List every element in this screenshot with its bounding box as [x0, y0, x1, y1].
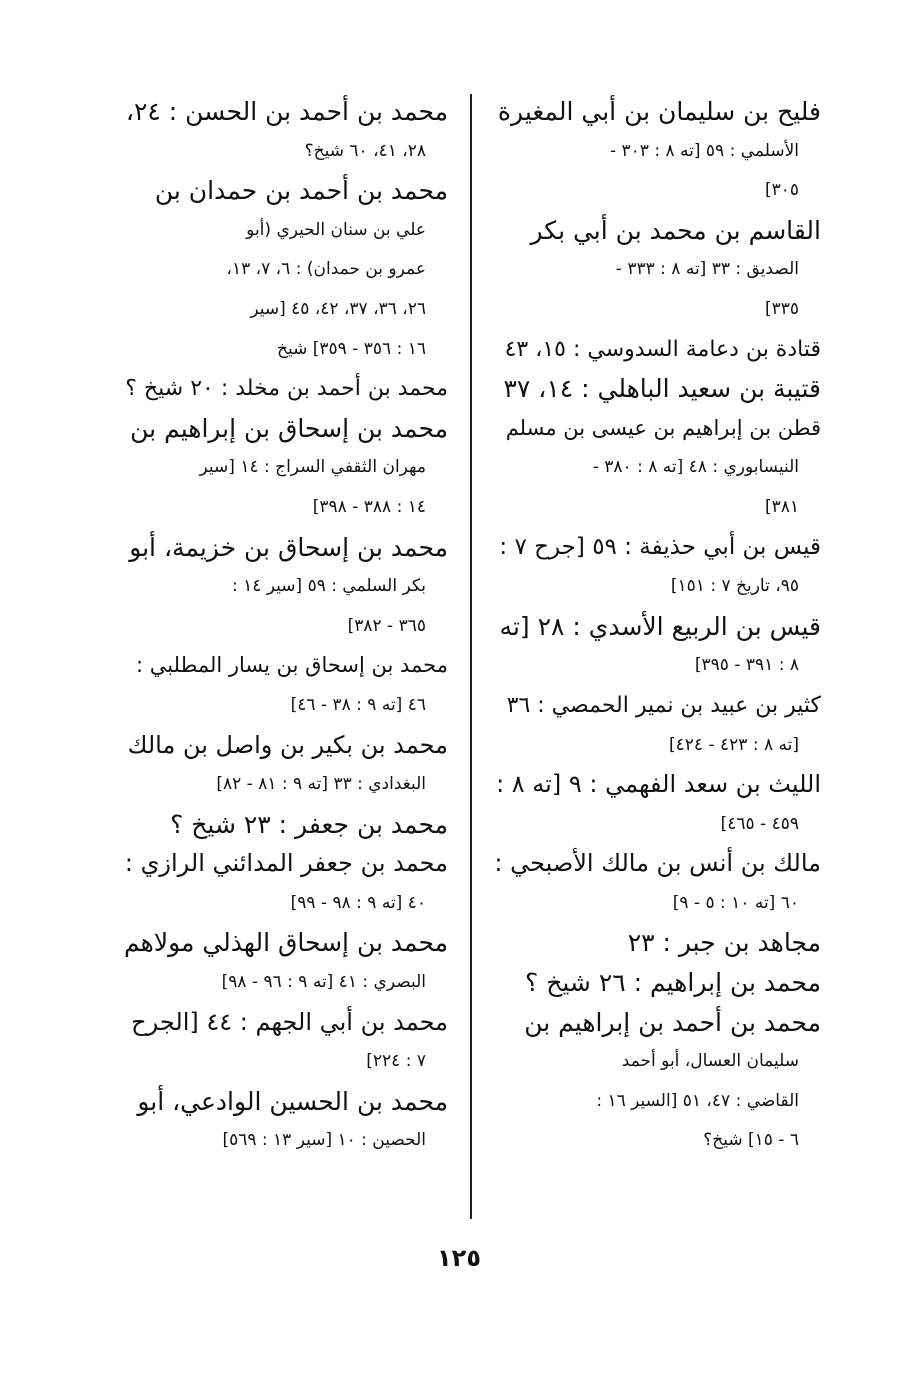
entry-line: ٦ - ١٥] شيخ؟ — [703, 1130, 799, 1151]
index-entry — [124, 528, 448, 647]
index-entry — [493, 369, 821, 409]
entry-line: قيس بن الربيع الأسدي : ٢٨ [ته — [499, 611, 821, 641]
page-number: ١٢٥ — [437, 1244, 481, 1272]
index-entry — [124, 844, 448, 923]
entry-line: ٣٣٥] — [764, 298, 799, 319]
index-entry — [124, 92, 448, 171]
entry-line: [ته ٨ : ٤٢٣ - ٤٢٤] — [669, 734, 799, 755]
index-entry — [124, 369, 448, 409]
entry-line: محمد بن إسحاق الهذلي مولاهم — [124, 928, 448, 958]
entry-line: ٩٥، تاريخ ٧ : ١٥١] — [670, 576, 799, 597]
entry-line: ٨ : ٣٩١ - ٣٩٥] — [694, 655, 799, 676]
entry-line: ٦٠ [ته ١٠ : ٥ - ٩] — [672, 892, 799, 913]
entry-line: بكر السلمي : ٥٩ [سير ١٤ : — [231, 576, 426, 597]
index-entry — [493, 528, 821, 607]
entry-line: عمرو بن حمدان) : ٦، ٧، ١٣، — [226, 259, 426, 280]
entry-line: الحصين : ١٠ [سير ١٣ : ٥٦٩] — [222, 1130, 426, 1151]
entry-line: مهران الثقفي السراج : ١٤ [سير — [199, 457, 426, 478]
entry-line: ٤٥٩ - ٤٦٥] — [720, 813, 799, 834]
entry-line: محمد بن أحمد بن حمدان بن — [154, 176, 448, 206]
index-entry — [124, 646, 448, 725]
entry-line: النيسابوري : ٤٨ [ته ٨ : ٣٨٠ - — [592, 457, 799, 478]
entry-line: محمد بن بكير بن واصل بن مالك — [127, 730, 448, 759]
entry-line: الأسلمي : ٥٩ [ته ٨ : ٣٠٣ - — [609, 140, 799, 161]
entry-line: فليح بن سليمان بن أبي المغيرة — [497, 97, 821, 126]
entry-line: الصديق : ٣٣ [ته ٨ : ٣٣٣ - — [615, 259, 799, 280]
index-entry — [493, 844, 821, 923]
entry-line: محمد بن أحمد بن إبراهيم بن — [524, 1007, 821, 1037]
entry-line: محمد بن أبي الجهم : ٤٤ [الجرح — [131, 1007, 448, 1036]
entry-line: محمد بن أحمد بن مخلد : ٢٠ شيخ ؟ — [125, 376, 448, 402]
entry-line: ٣٦٥ - ٣٨٢] — [347, 615, 426, 636]
index-entry — [493, 923, 821, 963]
entry-line: مجاهد بن جبر : ٢٣ — [627, 928, 821, 958]
entry-line: ٧ : ٢٢٤] — [366, 1051, 426, 1072]
index-entry — [124, 923, 448, 1002]
index-entry — [493, 607, 821, 686]
entry-line: ٣٨١] — [764, 496, 799, 517]
entry-line: محمد بن إسحاق بن يسار المطلبي : — [136, 653, 448, 678]
entry-line: سليمان العسال، أبو أحمد — [621, 1051, 799, 1072]
index-entry — [493, 92, 821, 211]
index-entry — [493, 963, 821, 1003]
entry-line: البصري : ٤١ [ته ٩ : ٩٦ - ٩٨] — [221, 972, 426, 993]
entry-line: ٢٨، ٤١، ٦٠ شيخ؟ — [304, 140, 426, 161]
index-entry — [124, 805, 448, 845]
entry-line: محمد بن جعفر : ٢٣ شيخ ؟ — [170, 809, 448, 839]
entry-line: ١٤ : ٣٨٨ - ٣٩٨] — [312, 496, 426, 517]
index-entry — [493, 686, 821, 765]
entry-line: محمد بن جعفر المدائني الرازي : — [124, 849, 448, 878]
entry-line: محمد بن أحمد بن الحسن : ٢٤، — [125, 97, 448, 126]
entry-line: ٢٦، ٣٦، ٣٧، ٤٢، ٤٥ [سير — [250, 298, 426, 319]
entry-line: كثير بن عبيد بن نمير الحمصي : ٣٦ — [506, 692, 821, 718]
entry-line: قيس بن أبي حذيفة : ٥٩ [جرح ٧ : — [499, 533, 821, 560]
entry-line: محمد بن إسحاق بن خزيمة، أبو — [129, 532, 448, 562]
index-entry — [124, 171, 448, 369]
entry-line: ٤٦ [ته ٩ : ٣٨ - ٤٦] — [290, 694, 426, 715]
entry-line: الليث بن سعد الفهمي : ٩ [ته ٨ : — [496, 770, 821, 799]
index-entry — [124, 409, 448, 528]
index-entry — [493, 211, 821, 330]
column-divider — [470, 94, 472, 1219]
index-entry — [124, 1082, 448, 1161]
entry-line: محمد بن إبراهيم : ٢٦ شيخ ؟ — [525, 968, 821, 998]
entry-line: القاسم بن محمد بن أبي بكر — [530, 215, 821, 245]
entry-line: علي بن سنان الحيري (أبو — [246, 219, 426, 240]
index-entry — [493, 765, 821, 844]
index-entry — [124, 726, 448, 805]
index-entry — [493, 1003, 821, 1161]
entry-line: القاضي : ٤٧، ٥١ [السير ١٦ : — [596, 1090, 799, 1111]
entry-line: قتادة بن دعامة السدوسي : ١٥، ٤٣ — [504, 336, 821, 362]
entry-line: قطن بن إبراهيم بن عيسى بن مسلم — [505, 415, 821, 440]
left-column — [124, 92, 448, 1161]
index-entry — [493, 409, 821, 528]
right-column — [493, 92, 821, 1161]
entry-line: محمد بن الحسين الوادعي، أبو — [137, 1086, 448, 1116]
entry-line: ١٦ : ٣٥٦ - ٣٥٩] شيخ — [277, 338, 426, 359]
entry-line: ٣٠٥] — [764, 180, 799, 201]
index-entry — [493, 330, 821, 370]
index-entry — [124, 1003, 448, 1082]
entry-line: محمد بن إسحاق بن إبراهيم بن — [130, 413, 448, 443]
entry-line: مالك بن أنس بن مالك الأصبحي : — [494, 849, 821, 878]
entry-line: ٤٠ [ته ٩ : ٩٨ - ٩٩] — [290, 892, 426, 913]
entry-line: قتيبة بن سعيد الباهلي : ١٤، ٣٧ — [503, 374, 821, 404]
entry-line: البغدادي : ٣٣ [ته ٩ : ٨١ - ٨٢] — [216, 774, 426, 795]
